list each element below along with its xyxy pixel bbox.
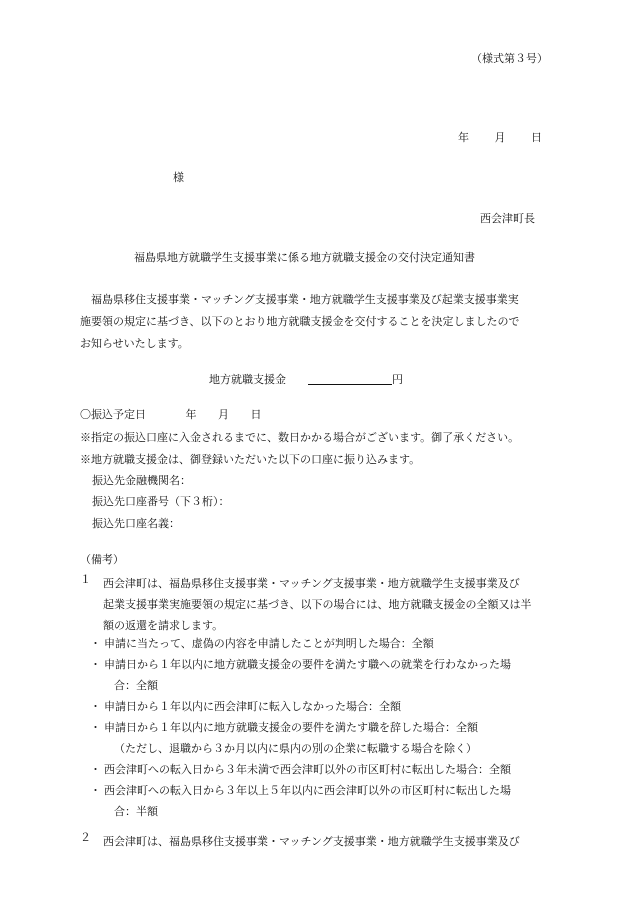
item-1-line-1: 西会津町は、福島県移住支援事業・マッチング支援事業・地方就職学生支援事業及び <box>103 577 520 590</box>
condition-text: 西会津町への転入日から３年以上５年以内に西会津町以外の市区町村に転出した場 <box>104 784 511 797</box>
transfer-date-label: 〇振込予定日 <box>80 408 146 421</box>
condition-text: 申請日から１年以内に西会津町に転入しなかった場合：全額 <box>104 700 401 713</box>
notice-1: ※指定の振込口座に入金されるまでに、数日かかる場合がございます。御了承ください。 <box>80 431 520 444</box>
body-line-1: 福島県移住支援事業・マッチング支援事業・地方就職学生支援事業及び起業支援事業実 <box>91 293 519 306</box>
refund-conditions-list <box>93 633 563 822</box>
item-2-number: ２ <box>80 831 91 844</box>
list-item <box>93 654 563 696</box>
item-2-line-1: 西会津町は、福島県移住支援事業・マッチング支援事業・地方就職学生支援事業及び <box>103 835 520 848</box>
date-year-label: 年 <box>458 131 469 144</box>
notice-2: ※地方就職支援金は、御登録いただいた以下の口座に振り込みます。 <box>80 453 421 466</box>
transfer-date-row <box>80 408 262 421</box>
document-title: 福島県地方就職学生支援事業に係る地方就職支援金の交付決定通知書 <box>134 251 475 264</box>
account-number: 振込先口座番号（下３桁）： <box>92 495 230 508</box>
body-paragraph <box>80 289 560 355</box>
condition-text: 申請日から１年以内に地方就職支援金の要件を満たす職への就業を行わなかった場 <box>104 658 511 671</box>
transfer-year: 年 <box>185 408 197 421</box>
item-2-text <box>103 831 558 852</box>
date-month-label: 月 <box>494 131 506 144</box>
account-bank-name: 振込先金融機関名： <box>92 474 191 487</box>
body-line-2: 施要領の規定に基づき、以下のとおり地方就職支援金を交付することを決定しましたので <box>80 315 520 328</box>
issuer: 西会津町長 <box>480 212 535 225</box>
form-number: （様式第３号） <box>471 52 548 65</box>
amount-label: 地方就職支援金 <box>209 373 286 386</box>
body-line-3: お知らせいたします。 <box>80 337 189 350</box>
item-1-text <box>103 573 558 636</box>
condition-text: 申請に当たって、虚偽の内容を申請したことが判明した場合：全額 <box>104 637 434 650</box>
item-1-number: １ <box>80 573 91 586</box>
issue-date <box>458 131 542 144</box>
item-1-line-3: 額の返還を請求します。 <box>103 619 224 632</box>
transfer-month: 月 <box>218 408 229 421</box>
condition-continuation: 合：全額 <box>114 679 158 692</box>
condition-continuation: 合：半額 <box>114 805 158 818</box>
amount-blank <box>308 372 392 385</box>
list-item <box>93 717 563 759</box>
date-day-label: 日 <box>531 131 542 144</box>
condition-exception: （ただし、退職から３か月以内に県内の別の企業に転職する場合を除く） <box>114 742 477 755</box>
account-holder-name: 振込先口座名義： <box>92 517 180 530</box>
list-item <box>93 759 563 780</box>
condition-text: 申請日から１年以内に地方就職支援金の要件を満たす職を辞した場合：全額 <box>104 721 478 734</box>
transfer-day: 日 <box>250 408 262 421</box>
item-1-line-2: 起業支援事業実施要領の規定に基づき、以下の場合には、地方就職支援金の全額又は半 <box>103 598 532 611</box>
addressee-suffix: 様 <box>173 171 184 184</box>
amount-unit: 円 <box>392 373 403 386</box>
list-item <box>93 633 563 654</box>
list-item <box>93 780 563 822</box>
remarks-heading: （備考） <box>80 553 124 566</box>
list-item <box>93 696 563 717</box>
condition-text: 西会津町への転入日から３年未満で西会津町以外の市区町村に転出した場合：全額 <box>104 763 511 776</box>
amount-row <box>209 372 403 386</box>
